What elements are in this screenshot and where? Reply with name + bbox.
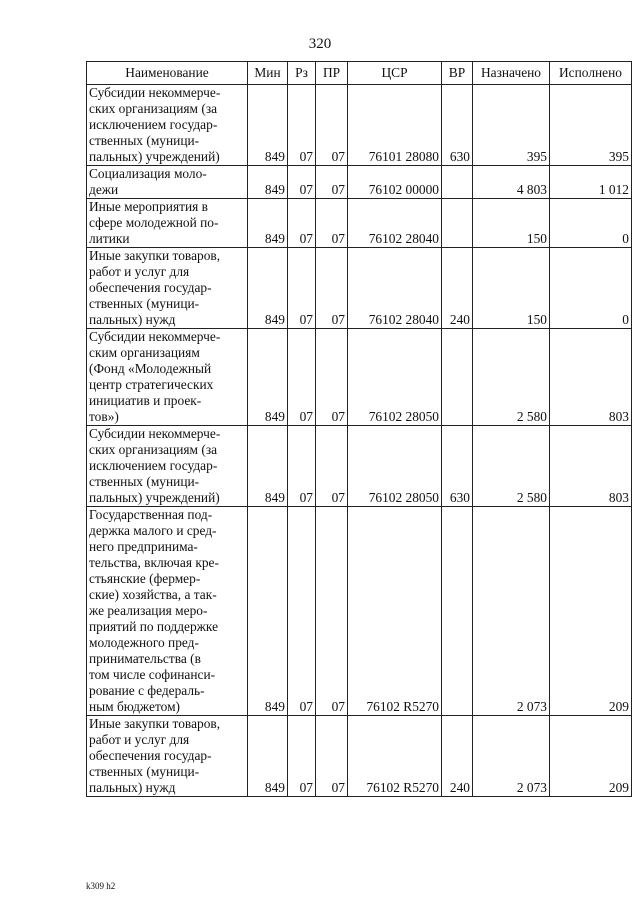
row-assigned: 2 073 — [473, 507, 550, 716]
row-executed: 395 — [550, 85, 632, 166]
row-rz: 07 — [288, 85, 316, 166]
row-executed: 0 — [550, 248, 632, 329]
column-header-executed: Исполнено — [550, 62, 632, 85]
column-header-pr: ПР — [316, 62, 348, 85]
row-assigned: 150 — [473, 248, 550, 329]
row-name: Субсидии некоммерче- ским организациям (Фонд «Молодежный центр стратегических инициатив и проек- тов») — [87, 329, 248, 426]
table-row — [87, 329, 632, 426]
budget-table — [86, 61, 632, 797]
row-name: Иные закупки товаров, работ и услуг для обеспечения государ- ственных (муници- пальных) нужд — [87, 716, 248, 797]
row-csr: 76102 00000 — [348, 166, 442, 199]
row-csr: 76102 R5270 — [348, 507, 442, 716]
row-executed: 0 — [550, 199, 632, 248]
row-executed: 209 — [550, 507, 632, 716]
row-pr: 07 — [316, 507, 348, 716]
row-vr: 240 — [442, 716, 473, 797]
row-name: Государственная под- держка малого и сред- него предпринима- тельства, включая кре- стьянские (фермер- ские) хозяйства, а так- же реализация меро- приятий по поддержке молодежного пред- принимательства (в том числе софинанси- рование с федераль- ным бюджетом) — [87, 507, 248, 716]
row-pr: 07 — [316, 85, 348, 166]
table-row — [87, 199, 632, 248]
row-assigned: 2 580 — [473, 426, 550, 507]
table-header-row — [87, 62, 632, 85]
row-min: 849 — [248, 248, 288, 329]
row-rz: 07 — [288, 248, 316, 329]
row-pr: 07 — [316, 248, 348, 329]
row-assigned: 2 580 — [473, 329, 550, 426]
column-header-assigned: Назначено — [473, 62, 550, 85]
row-pr: 07 — [316, 199, 348, 248]
row-csr: 76102 R5270 — [348, 716, 442, 797]
page-number: 320 — [308, 36, 332, 52]
row-executed: 803 — [550, 329, 632, 426]
row-executed: 1 012 — [550, 166, 632, 199]
row-vr — [442, 329, 473, 426]
row-rz: 07 — [288, 199, 316, 248]
row-name: Субсидии некоммерче- ских организациям (за исключением государ- ственных (муници- пальных) учреждений) — [87, 85, 248, 166]
row-vr: 630 — [442, 426, 473, 507]
column-header-rz: Рз — [288, 62, 316, 85]
column-header-vr: ВР — [442, 62, 473, 85]
table-row — [87, 716, 632, 797]
row-csr: 76102 28040 — [348, 248, 442, 329]
row-min: 849 — [248, 426, 288, 507]
row-name: Социализация моло- дежи — [87, 166, 248, 199]
row-min: 849 — [248, 199, 288, 248]
row-min: 849 — [248, 85, 288, 166]
column-header-name: Наименование — [87, 62, 248, 85]
row-executed: 803 — [550, 426, 632, 507]
row-pr: 07 — [316, 426, 348, 507]
row-pr: 07 — [316, 716, 348, 797]
row-name: Субсидии некоммерче- ских организациям (за исключением государ- ственных (муници- пальных) учреждений) — [87, 426, 248, 507]
row-assigned: 395 — [473, 85, 550, 166]
row-vr: 630 — [442, 85, 473, 166]
row-min: 849 — [248, 329, 288, 426]
row-rz: 07 — [288, 166, 316, 199]
row-rz: 07 — [288, 426, 316, 507]
row-csr: 76101 28080 — [348, 85, 442, 166]
table-row — [87, 507, 632, 716]
row-rz: 07 — [288, 716, 316, 797]
column-header-csr: ЦСР — [348, 62, 442, 85]
row-name: Иные мероприятия в сфере молодежной по- литики — [87, 199, 248, 248]
row-min: 849 — [248, 166, 288, 199]
row-pr: 07 — [316, 329, 348, 426]
table-row — [87, 248, 632, 329]
row-assigned: 2 073 — [473, 716, 550, 797]
row-min: 849 — [248, 716, 288, 797]
row-pr: 07 — [316, 166, 348, 199]
row-vr — [442, 507, 473, 716]
row-csr: 76102 28050 — [348, 426, 442, 507]
row-vr — [442, 199, 473, 248]
table-row — [87, 85, 632, 166]
row-vr: 240 — [442, 248, 473, 329]
row-csr: 76102 28050 — [348, 329, 442, 426]
row-assigned: 150 — [473, 199, 550, 248]
footer-code: k309 h2 — [86, 881, 116, 891]
column-header-min: Мин — [248, 62, 288, 85]
row-min: 849 — [248, 507, 288, 716]
row-csr: 76102 28040 — [348, 199, 442, 248]
table-row — [87, 166, 632, 199]
row-vr — [442, 166, 473, 199]
row-executed: 209 — [550, 716, 632, 797]
row-rz: 07 — [288, 329, 316, 426]
row-assigned: 4 803 — [473, 166, 550, 199]
row-rz: 07 — [288, 507, 316, 716]
row-name: Иные закупки товаров, работ и услуг для обеспечения государ- ственных (муници- пальных) нужд — [87, 248, 248, 329]
table-row — [87, 426, 632, 507]
